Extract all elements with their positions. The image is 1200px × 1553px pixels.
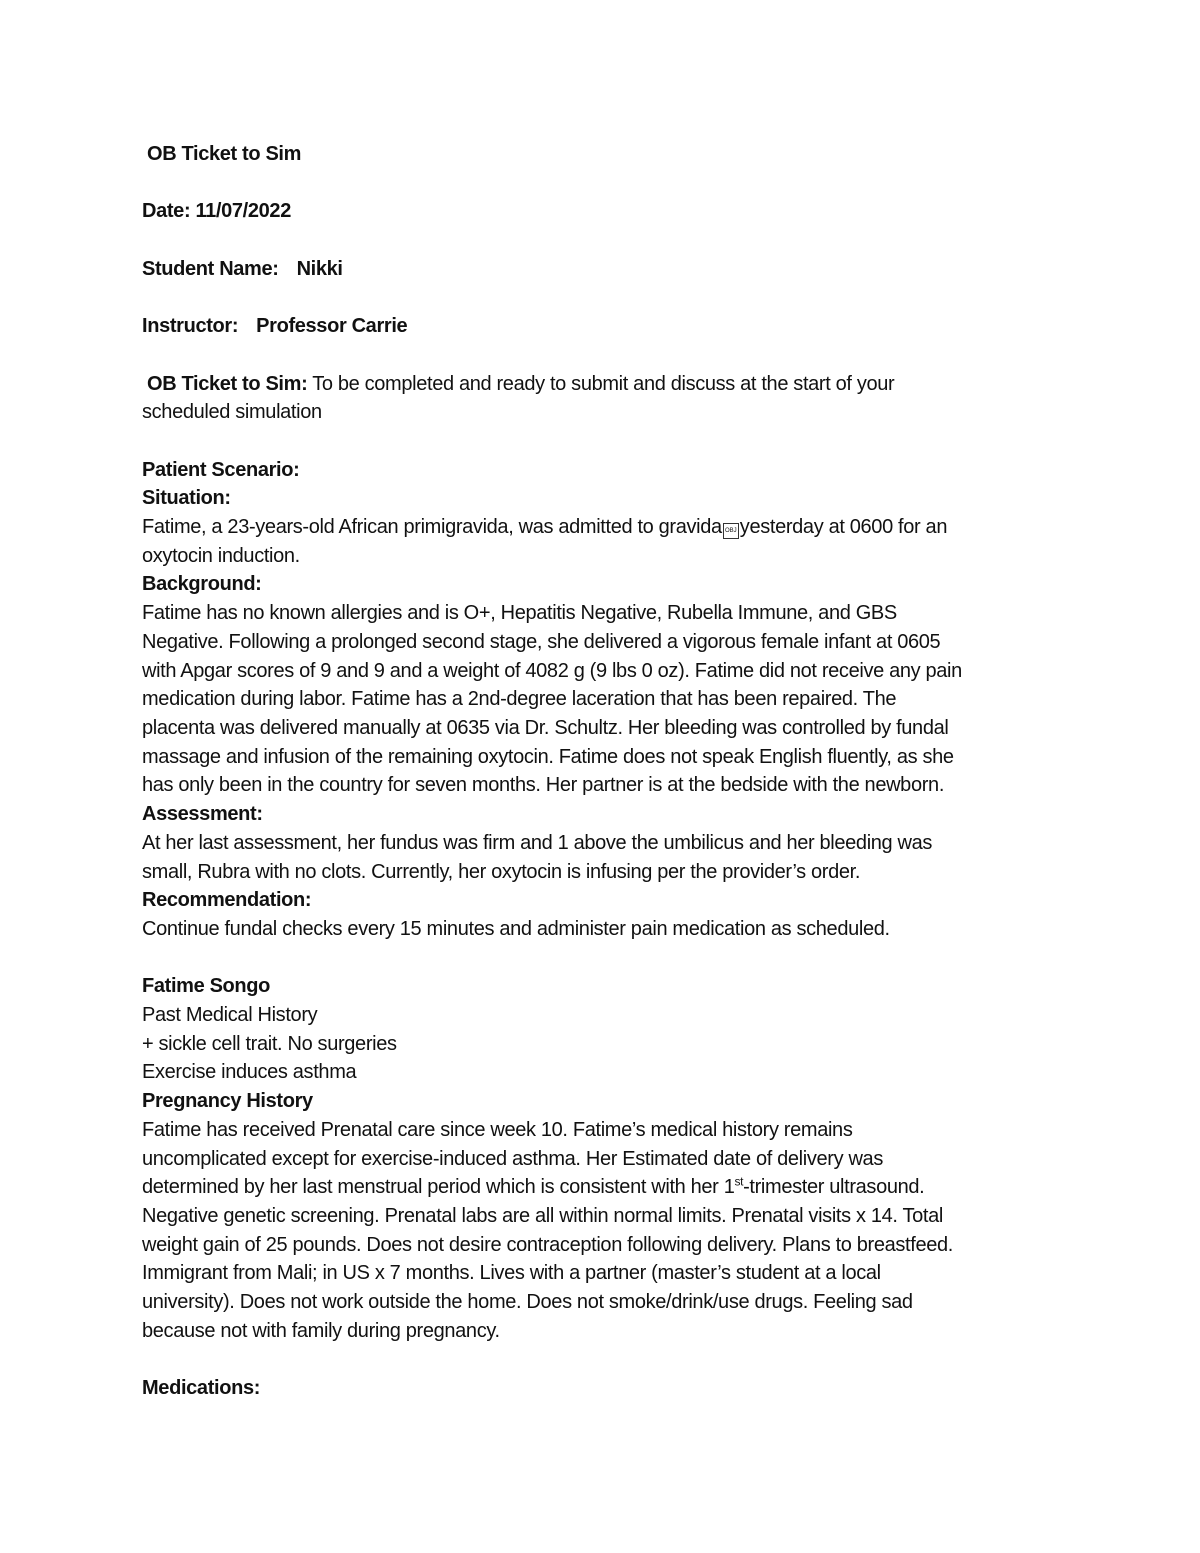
date-value: 11/07/2022 — [195, 200, 291, 223]
student-name-field — [142, 255, 1067, 284]
ordinal-superscript: st — [734, 1174, 744, 1189]
assessment-line: At her last assessment, her fundus was firm and 1 above the umbilicus and her bleeding was — [142, 831, 933, 854]
situation-line-1: Fatime, a 23-years-old African primigravida, was admitted to gravida OBJ yesterday at 0600 for an — [142, 516, 948, 539]
intro-label: OB Ticket to Sim: — [147, 372, 308, 395]
instructor-label: Instructor: — [142, 315, 239, 338]
embedded-object-icon: OBJ — [723, 523, 739, 539]
pregnancy-line: Fatime has received Prenatal care since week 10. Fatime’s medical history remains — [142, 1118, 853, 1141]
medications-heading: Medications: — [142, 1377, 261, 1400]
student-name-label: Student Name: — [142, 257, 279, 280]
date-field — [142, 197, 1067, 226]
pmh-heading: Past Medical History — [142, 1004, 318, 1026]
background-line: Negative. Following a prolonged second stage, she delivered a vigorous female infant at 0605 — [142, 630, 941, 653]
student-name-value: Nikki — [296, 257, 343, 280]
assessment-heading: Assessment: — [142, 803, 263, 826]
instructor-value: Professor Carrie — [256, 315, 408, 338]
recommendation-heading: Recommendation: — [142, 889, 312, 912]
background-heading: Background: — [142, 573, 262, 596]
pregnancy-line: uncomplicated except for exercise-induced asthma. Her Estimated date of delivery was — [142, 1147, 883, 1170]
assessment-line: small, Rubra with no clots. Currently, her oxytocin is infusing per the provider’s order. — [142, 860, 861, 883]
pregnancy-line: weight gain of 25 pounds. Does not desire contraception following delivery. Plans to breastfeed. — [142, 1233, 953, 1256]
pregnancy-line: university). Does not work outside the home. Does not smoke/drink/use drugs. Feeling sad — [142, 1291, 913, 1314]
pregnancy-line: determined by her last menstrual period which is consistent with her 1st-trimester ultrasound. — [142, 1174, 925, 1199]
background-line: Fatime has no known allergies and is O+, Hepatitis Negative, Rubella Immune, and GBS — [142, 602, 897, 625]
recommendation-line: Continue fundal checks every 15 minutes and administer pain medication as scheduled. — [142, 917, 890, 940]
pmh-line: Exercise induces asthma — [142, 1061, 357, 1084]
patient-name: Fatime Songo — [142, 975, 271, 998]
date-label: Date: — [142, 200, 191, 223]
background-line: placenta was delivered manually at 0635 via Dr. Schultz. Her bleeding was controlled by fundal — [142, 716, 949, 739]
document-title: OB Ticket to Sim — [147, 143, 302, 165]
pregnancy-line: Immigrant from Mali; in US x 7 months. Lives with a partner (master’s student at a local — [142, 1262, 881, 1285]
situation-heading: Situation: — [142, 487, 231, 510]
pregnancy-line: because not with family during pregnancy. — [142, 1319, 500, 1342]
background-line: has only been in the country for seven months. Her partner is at the bedside with the newborn. — [142, 774, 945, 797]
background-line: with Apgar scores of 9 and 9 and a weight of 4082 g (9 lbs 0 oz). Fatime did not receive any pain — [142, 659, 962, 682]
pregnancy-line: Negative genetic screening. Prenatal labs are all within normal limits. Prenatal visits x 14. Total — [142, 1204, 943, 1227]
situation-line-2: oxytocin induction. — [142, 544, 300, 567]
pmh-line: + sickle cell trait. No surgeries — [142, 1032, 397, 1055]
background-line: medication during labor. Fatime has a 2nd-degree laceration that has been repaired. The — [142, 688, 897, 711]
intro-text: To be completed and ready to submit and discuss at the start of your — [312, 372, 895, 395]
intro-line-2: scheduled simulation — [142, 401, 322, 424]
document-page — [142, 140, 1067, 1403]
instructor-field — [142, 312, 1067, 341]
patient-scenario-heading: Patient Scenario: — [142, 458, 300, 481]
intro-line-1 — [142, 370, 1067, 399]
background-line: massage and infusion of the remaining oxytocin. Fatime does not speak English fluently, as she — [142, 745, 954, 768]
pregnancy-history-heading: Pregnancy History — [142, 1090, 313, 1113]
